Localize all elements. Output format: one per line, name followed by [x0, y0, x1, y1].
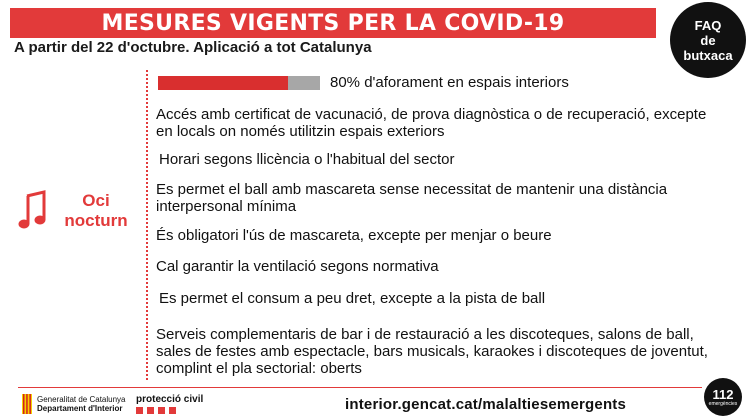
pc-square-icon — [158, 407, 165, 414]
emergency-label: emergències — [708, 400, 738, 407]
emergency-112-badge — [704, 378, 742, 416]
page-subtitle: A partir del 22 d'octubre. Aplicació a tot Catalunya — [14, 39, 372, 56]
emergency-number: 112 — [712, 386, 734, 402]
senyera-icon — [22, 394, 32, 414]
category-name — [56, 191, 136, 231]
category-name-line2: nocturn — [64, 211, 128, 230]
pc-square-icon — [169, 407, 176, 414]
capacity-bar — [158, 76, 320, 90]
measure-item: Es permet el consum a peu dret, excepte a la pista de ball — [159, 290, 546, 307]
gencat-logo — [22, 394, 126, 414]
measure-item: Cal garantir la ventilació segons normativa — [156, 258, 439, 275]
measure-item: Accés amb certificat de vacunació, de prova diagnòstica o de recuperació, excepte en locals on només utilitzin espais exteriors — [156, 106, 707, 140]
gencat-text — [37, 395, 126, 413]
faq-badge-line2: de — [700, 32, 716, 48]
category-label — [18, 186, 138, 236]
proteccio-civil-marks — [136, 407, 203, 414]
capacity-bar-fill — [158, 76, 288, 90]
dotted-divider — [146, 70, 148, 380]
gencat-department: Departament d'Interior — [37, 404, 123, 413]
faq-badge — [670, 2, 746, 78]
faq-badge-line1: FAQ — [694, 17, 722, 33]
measure-item: És obligatori l'ús de mascareta, excepte per menjar o beure — [156, 227, 552, 244]
page-title-banner — [10, 8, 656, 38]
pc-square-icon — [147, 407, 154, 414]
pc-square-icon — [136, 407, 143, 414]
category-name-line1: Oci — [82, 191, 110, 210]
faq-badge-line3: butxaca — [683, 47, 733, 63]
measure-item: Es permet el ball amb mascareta sense necessitat de mantenir una distància interpersonal mínima — [156, 181, 668, 215]
capacity-label: 80% d'aforament en espais interiors — [330, 74, 569, 91]
footer-divider — [18, 387, 702, 388]
measure-item: Serveis complementaris de bar i de restauració a les discoteques, salons de ball, sales de festes amb espectacle, bars musicals, karaokes i discoteques de joventut, complint el pla sectorial: oberts — [156, 326, 708, 377]
gencat-name: Generalitat de Catalunya — [37, 395, 126, 404]
music-note-icon — [18, 190, 48, 232]
website-url: interior.gencat.cat/malaltiesemergents — [345, 396, 627, 413]
proteccio-civil-logo — [136, 394, 203, 414]
page-title: MESURES VIGENTS PER LA COVID-19 — [101, 10, 565, 36]
measure-item: Horari segons llicència o l'habitual del sector — [159, 151, 455, 168]
proteccio-civil-text: protecció civil — [136, 394, 204, 405]
